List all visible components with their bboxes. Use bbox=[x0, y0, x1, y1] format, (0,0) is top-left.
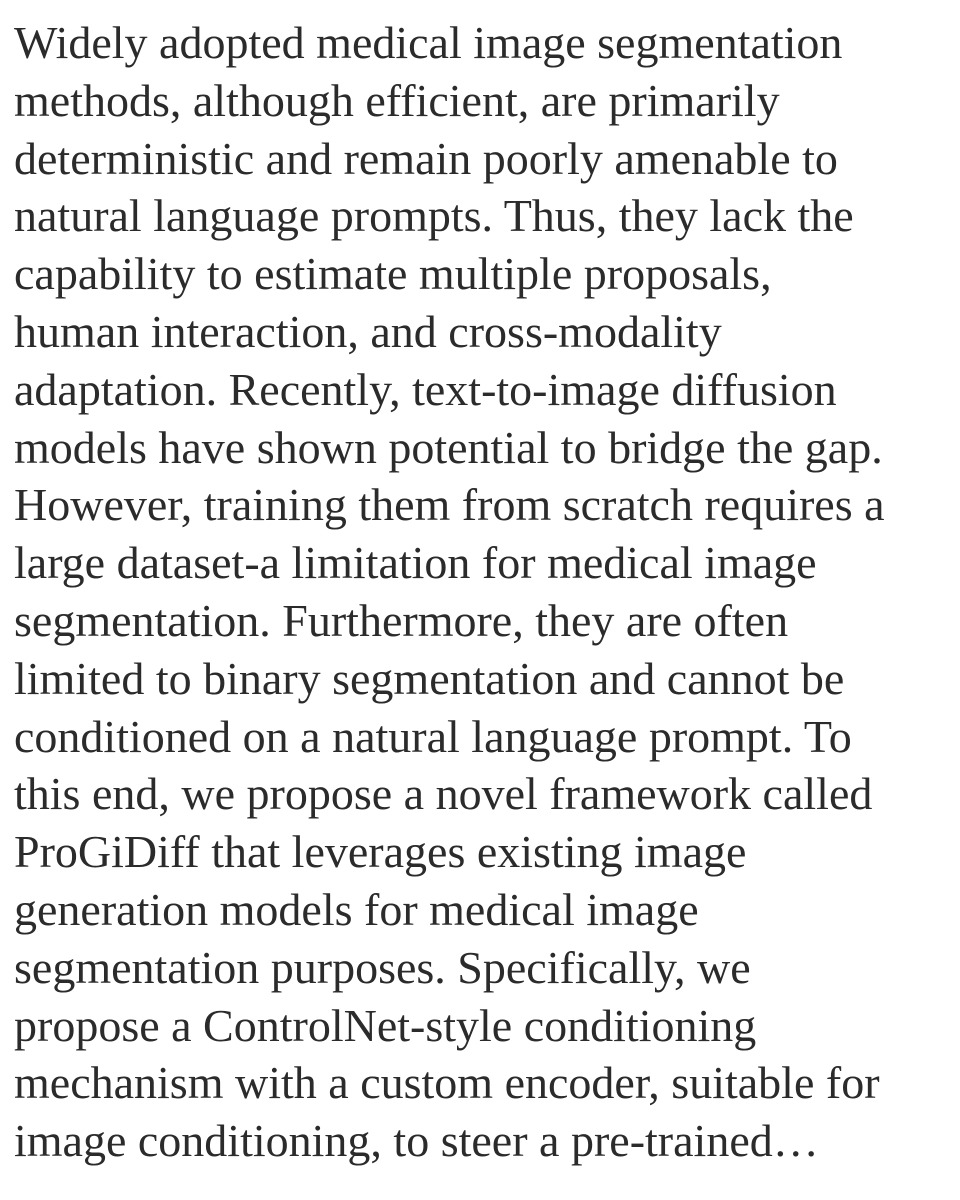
text-line: models have shown potential to bridge the gap. bbox=[14, 421, 883, 473]
text-line: image conditioning, to steer a pre-trained… bbox=[14, 1115, 819, 1167]
text-line: conditioned on a natural language prompt. To bbox=[14, 710, 852, 762]
text-line: segmentation. Furthermore, they are often bbox=[14, 594, 789, 646]
text-line: this end, we propose a novel framework called bbox=[14, 768, 873, 820]
text-line: human interaction, and cross-modality bbox=[14, 305, 722, 357]
text-line: natural language prompts. Thus, they lack the bbox=[14, 190, 854, 242]
text-line: deterministic and remain poorly amenable to bbox=[14, 132, 838, 184]
text-line: mechanism with a custom encoder, suitable for bbox=[14, 1057, 880, 1109]
text-line: large dataset-a limitation for medical image bbox=[14, 537, 817, 589]
text-line: Widely adopted medical image segmentation bbox=[14, 17, 843, 68]
text-line: propose a ControlNet-style conditioning bbox=[14, 999, 757, 1051]
text-line: ProGiDiff that leverages existing image bbox=[14, 826, 747, 878]
text-line: adaptation. Recently, text-to-image diffusion bbox=[14, 363, 837, 415]
text-line: segmentation purposes. Specifically, we bbox=[14, 941, 751, 993]
abstract-text bbox=[14, 14, 954, 1170]
text-line: capability to estimate multiple proposals, bbox=[14, 248, 772, 300]
text-line: However, training them from scratch requires a bbox=[14, 479, 885, 531]
text-line: generation models for medical image bbox=[14, 883, 699, 935]
text-line: limited to binary segmentation and cannot be bbox=[14, 652, 845, 704]
text-line: methods, although efficient, are primarily bbox=[14, 74, 780, 126]
